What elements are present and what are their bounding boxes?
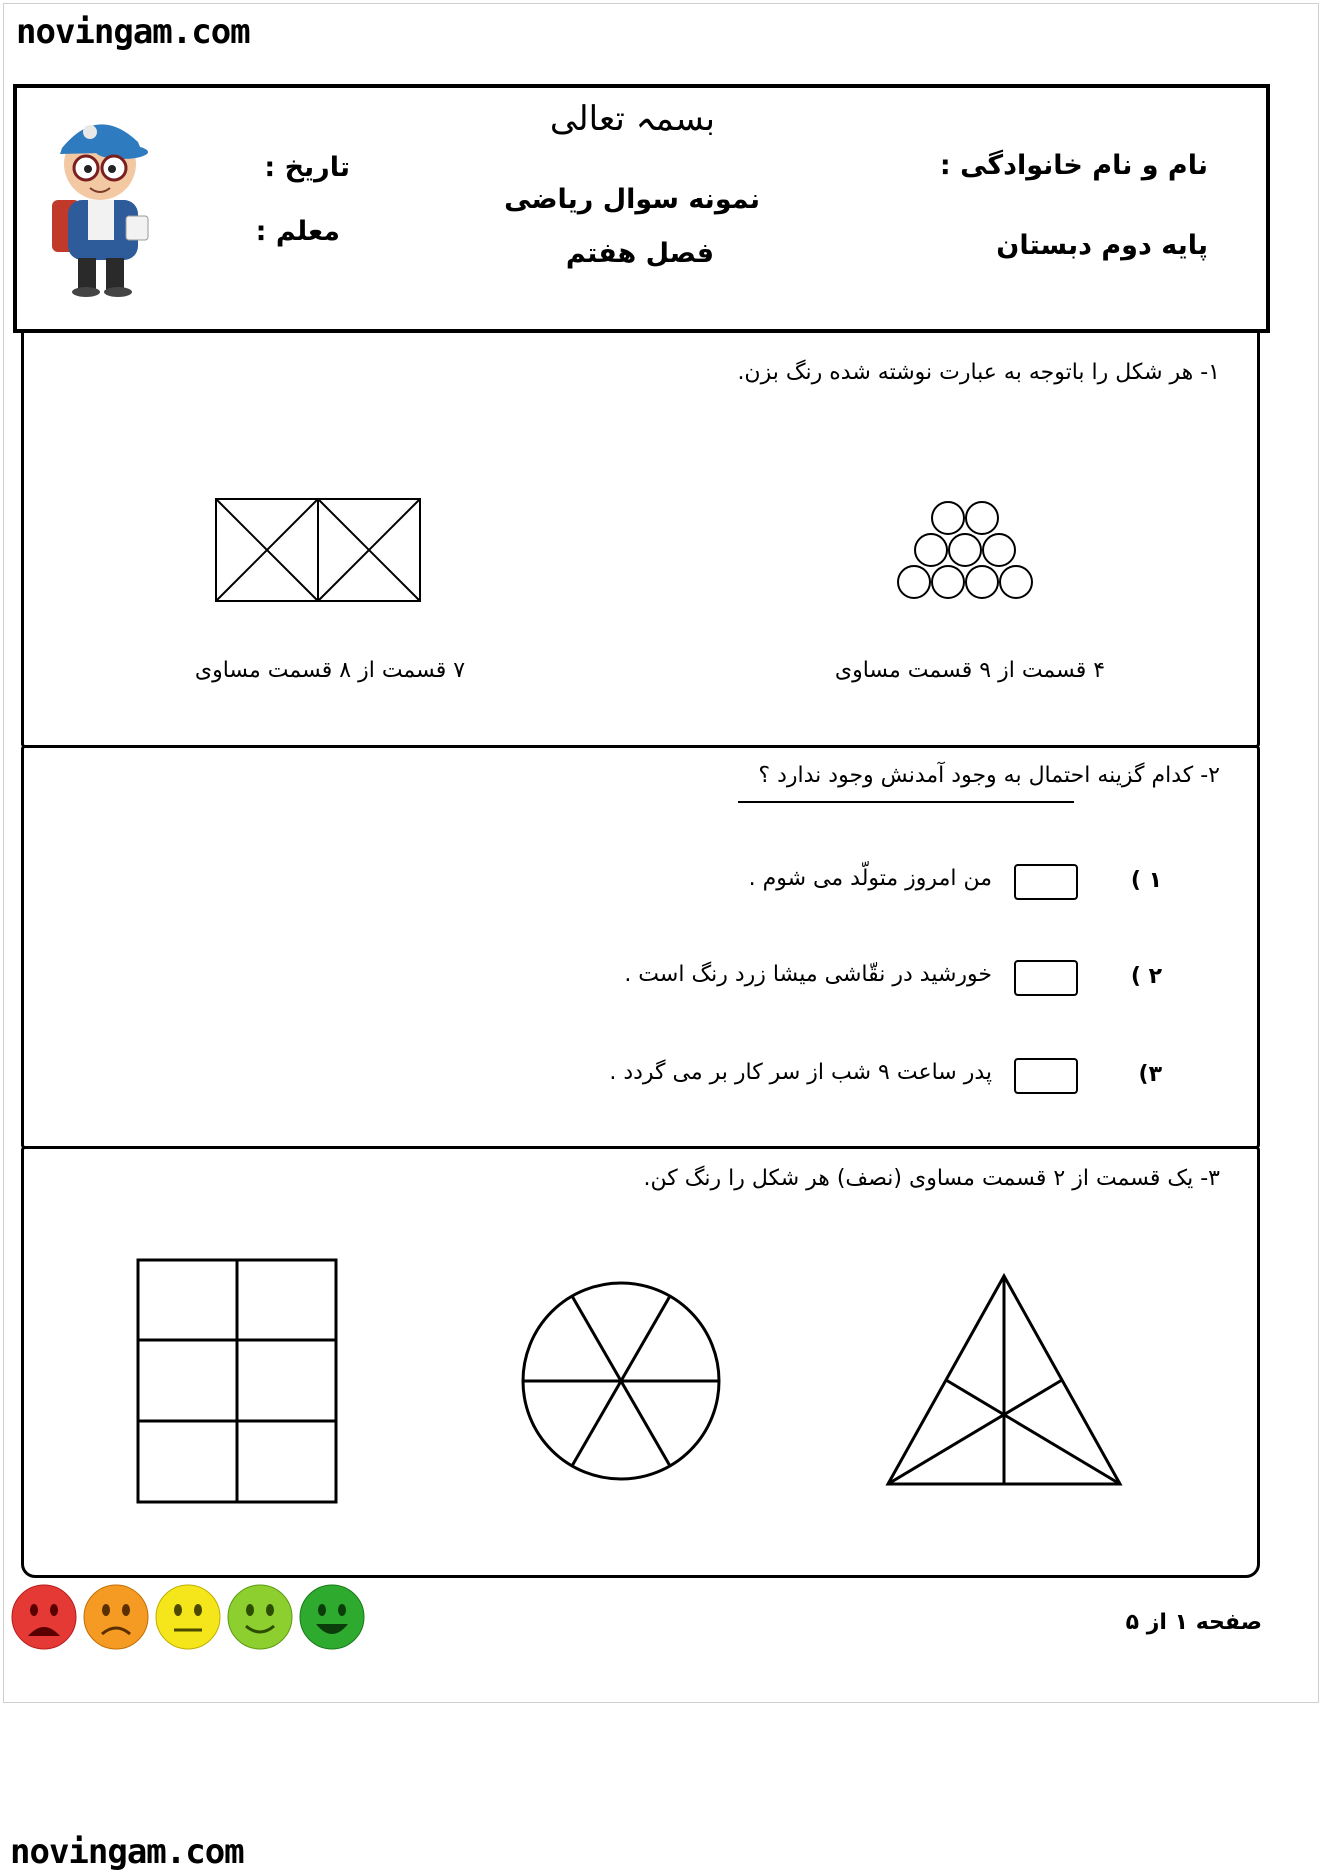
option-number: ۳) [1138,1062,1162,1087]
option-2-checkbox[interactable] [1014,960,1078,996]
option-text: خورشید در نقّاشی میشا زرد رنگ است . [624,962,992,987]
nine-circles-figure[interactable] [894,498,1038,604]
name-label: نام و نام خانوادگی : [939,150,1208,181]
date-label: تاریخ : [264,152,350,183]
rating-faces [10,1582,372,1652]
grade-label: پایه دوم دبستان [996,230,1208,261]
figure-caption: ۴ قسمت از ۹ قسمت مساوی [834,658,1106,683]
option-3-checkbox[interactable] [1014,1058,1078,1094]
sad-face-icon[interactable] [84,1585,148,1649]
smile-face-icon[interactable] [228,1585,292,1649]
exam-title: نمونه سوال ریاضی [504,184,760,215]
eight-triangles-rectangle-figure[interactable] [214,497,422,603]
neutral-face-icon[interactable] [156,1585,220,1649]
watermark-top: novingam.com [16,12,250,52]
chapter-title: فصل هفتم [565,238,715,269]
question-2-underline [738,801,1074,803]
figure-caption: ۷ قسمت از ۸ قسمت مساوی [194,658,466,683]
option-1-checkbox[interactable] [1014,864,1078,900]
question-1-section [21,333,1260,748]
watermark-bottom: novingam.com [10,1832,244,1872]
bismillah: بسمہ تعالی [549,99,715,139]
question-3-text: ۳- یک قسمت از ۲ قسمت مساوی (نصف) هر شکل را رنگ کن. [643,1166,1220,1191]
option-number: ۱ ) [1130,868,1162,893]
option-text: پدر ساعت ۹ شب از سر کار بر می گردد . [609,1060,992,1085]
happy-face-icon[interactable] [300,1585,364,1649]
grid-rectangle-figure[interactable] [136,1258,338,1504]
page-number: صفحه ۱ از ۵ [1125,1610,1262,1635]
circle-sixths-figure[interactable] [518,1278,724,1484]
very-sad-face-icon[interactable] [12,1585,76,1649]
question-1-text: ۱- هر شکل را باتوجه به عبارت نوشته شده رنگ بزن. [737,360,1220,385]
option-text: من امروز متولّد می شوم . [748,866,992,891]
teacher-label: معلم : [255,216,340,247]
triangle-sixths-figure[interactable] [884,1272,1124,1488]
student-cartoon-icon [38,108,162,298]
option-number: ۲ ) [1130,964,1162,989]
question-2-text: ۲- کدام گزینه احتمال به وجود آمدنش وجود ندارد ؟ [758,763,1220,788]
